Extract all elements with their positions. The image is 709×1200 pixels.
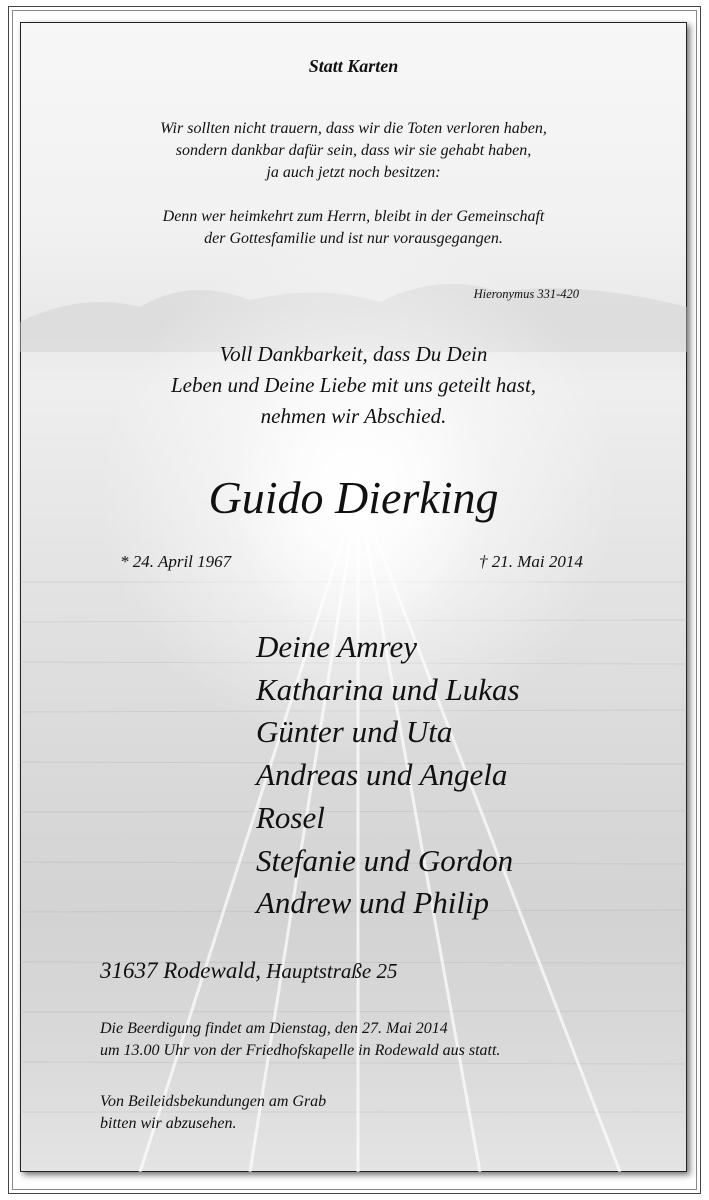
birth-date: * 24. April 1967: [120, 552, 232, 571]
quote-line: Wir sollten nicht trauern, dass wir die Toten verloren haben,: [160, 120, 547, 137]
intro-line: nehmen wir Abschied.: [260, 404, 447, 428]
quote-line: der Gottesfamilie und ist nur vorausgegangen.: [204, 230, 503, 247]
address-city: 31637 Rodewald,: [100, 958, 261, 983]
funeral-line: um 13.00 Uhr von der Friedhofskapelle in Rodewald aus statt.: [100, 1042, 501, 1059]
obituary-panel: [20, 22, 687, 1172]
quote-block-continued: [20, 206, 687, 250]
mourner-name: Andrew und Philip: [256, 885, 490, 921]
quote-block: [20, 118, 687, 184]
quote-line: ja auch jetzt noch besitzen:: [266, 164, 441, 181]
quote-line: sondern dankbar dafür sein, dass wir sie gehabt haben,: [175, 142, 532, 159]
condolence-line: bitten wir abzusehen.: [100, 1115, 237, 1132]
address-street: Hauptstraße 25: [266, 959, 398, 983]
deceased-name: Guido Dierking: [208, 472, 499, 523]
mourner-name: Deine Amrey: [256, 629, 417, 664]
condolence-line: Von Beileidsbekundungen am Grab: [100, 1093, 327, 1110]
quote-source: Hieronymus 331-420: [473, 287, 579, 301]
heading-statt-karten: Statt Karten: [308, 56, 399, 76]
mourner-name: Stefanie und Gordon: [256, 842, 514, 878]
intro-line: Voll Dankbarkeit, dass Du Dein: [219, 342, 488, 366]
mourner-name: Günter und Uta: [256, 714, 453, 750]
intro-line: Leben und Deine Liebe mit uns geteilt hast,: [170, 373, 537, 397]
funeral-info: [100, 1018, 500, 1062]
mourner-name: Katharina und Lukas: [256, 671, 520, 707]
condolence-note: [100, 1091, 326, 1135]
intro-text: [20, 339, 687, 432]
funeral-line: Die Beerdigung findet am Dienstag, den 27. Mai 2014: [100, 1020, 448, 1037]
mourners-address: [100, 958, 398, 984]
mourners-list: [256, 626, 520, 925]
death-date: † 21. Mai 2014: [479, 552, 583, 571]
mourner-name: Andreas und Angela: [256, 757, 508, 793]
sunset-water-background: [20, 22, 687, 1172]
quote-line: Denn wer heimkehrt zum Herrn, bleibt in der Gemeinschaft: [162, 208, 545, 225]
mourner-name: Rosel: [256, 799, 325, 835]
